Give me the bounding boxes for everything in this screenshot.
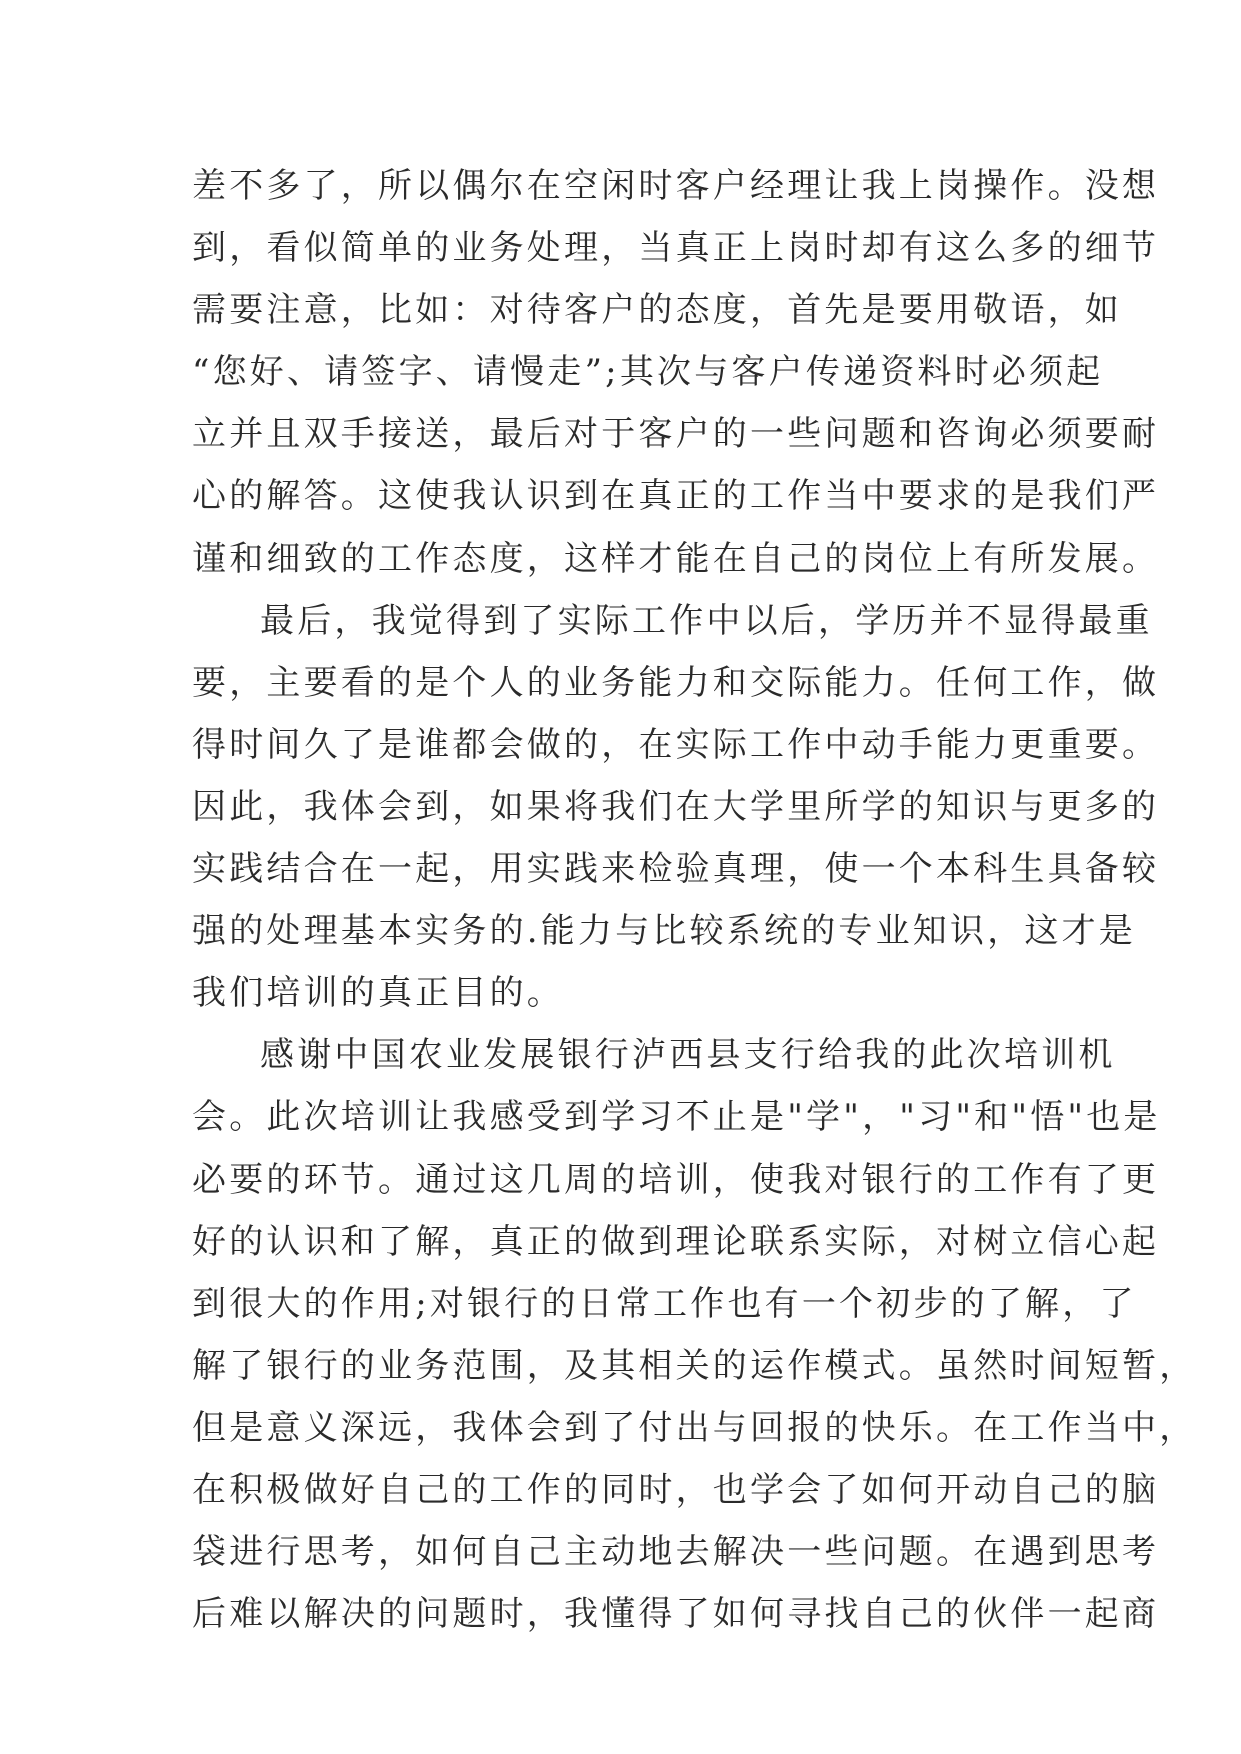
- text-line: 到很大的作用;对银行的日常工作也有一个初步的了解，了: [192, 1283, 1137, 1324]
- text-line: 我们培训的真正目的。: [192, 973, 564, 1014]
- text-line: 要，主要看的是个人的业务能力和交际能力。任何工作，做: [192, 662, 1160, 703]
- text-line: 实践结合在一起，用实践来检验真理，使一个本科生具备较: [192, 849, 1160, 890]
- text-line: 在积极做好自己的工作的同时，也学会了如何开动自己的脑: [192, 1469, 1160, 1510]
- paragraph-first-line: 感谢中国农业发展银行泸西县支行给我的此次培训机: [260, 1035, 1116, 1076]
- text-line: 立并且双手接送，最后对于客户的一些问题和咨询必须要耐: [192, 414, 1160, 455]
- text-line: 得时间久了是谁都会做的，在实际工作中动手能力更重要。: [192, 724, 1160, 765]
- text-line: 需要注意，比如：对待客户的态度，首先是要用敬语，如: [192, 290, 1122, 331]
- text-line: 解了银行的业务范围，及其相关的运作模式。虽然时间短暂，: [192, 1345, 1197, 1386]
- text-line: 必要的环节。通过这几周的培训，使我对银行的工作有了更: [192, 1159, 1160, 1200]
- text-line: “您好、请签字、请慢走”;其次与客户传递资料时必须起: [192, 352, 1104, 393]
- text-line: 谨和细致的工作态度，这样才能在自己的岗位上有所发展。: [192, 538, 1160, 579]
- text-line: 后难以解决的问题时，我懂得了如何寻找自己的伙伴一起商: [192, 1594, 1160, 1635]
- text-line: 但是意义深远，我体会到了付出与回报的快乐。在工作当中，: [192, 1407, 1197, 1448]
- text-line: 袋进行思考，如何自己主动地去解决一些问题。在遇到思考: [192, 1532, 1160, 1573]
- paragraph-first-line: 最后，我觉得到了实际工作中以后，学历并不显得最重: [260, 600, 1153, 641]
- text-line: 强的处理基本实务的.能力与比较系统的专业知识，这才是: [192, 911, 1137, 952]
- text-line: 好的认识和了解，真正的做到理论联系实际，对树立信心起: [192, 1221, 1160, 1262]
- text-line: 心的解答。这使我认识到在真正的工作当中要求的是我们严: [192, 476, 1160, 517]
- text-line: 因此，我体会到，如果将我们在大学里所学的知识与更多的: [192, 786, 1160, 827]
- body-text: [192, 155, 1197, 1645]
- text-line: 到，看似简单的业务处理，当真正上岗时却有这么多的细节: [192, 228, 1160, 269]
- text-line: 会。此次培训让我感受到学习不止是"学"，"习"和"悟"也是: [192, 1097, 1161, 1138]
- text-line: 差不多了，所以偶尔在空闲时客户经理让我上岗操作。没想: [192, 166, 1160, 206]
